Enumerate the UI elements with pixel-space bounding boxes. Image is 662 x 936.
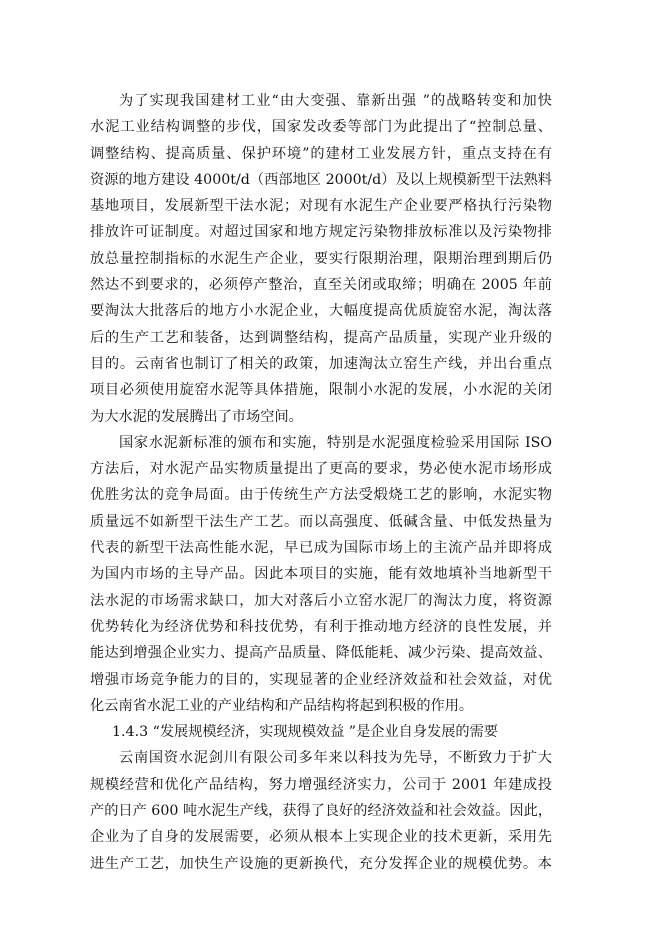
text-line: 质量远不如新型干法生产工艺。而以高强度、低碱含量、中低发热量为 bbox=[90, 513, 552, 530]
paragraph-policy bbox=[90, 88, 552, 430]
text-line: 能达到增强企业实力、提高产品质量、降低能耗、减少污染、提高效益、 bbox=[90, 645, 552, 662]
text-line: 优胜劣汰的竞争局面。由于传统生产方法受煅烧工艺的影响，水泥实物 bbox=[90, 487, 552, 504]
text-line: 方法后，对水泥产品实物质量提出了更高的要求，势必使水泥市场形成 bbox=[90, 461, 552, 478]
text-line: 项目必须使用旋窑水泥等具体措施，限制小水泥的发展，小水泥的关闭 bbox=[90, 382, 552, 399]
text-line: 然达不到要求的，必须停产整治，直至关闭或取缔；明确在 2005 年前 bbox=[90, 277, 552, 294]
text-line: 法水泥的市场需求缺口，加大对落后小立窑水泥厂的淘汰力度，将资源 bbox=[90, 592, 552, 609]
text-line: 代表的新型干法高性能水泥，早已成为国际市场上的主流产品并即将成 bbox=[90, 540, 552, 557]
text-line: 后的生产工艺和装备，达到调整结构，提高产品质量，实现产业升级的 bbox=[90, 329, 552, 346]
text-line: 云南国资水泥剑川有限公司多年来以科技为先导，不断致力于扩大 bbox=[119, 750, 552, 767]
text-line: 基地项目，发展新型干法水泥；对现有水泥生产企业要严格执行污染物 bbox=[90, 198, 552, 215]
text-line: 放总量控制指标的水泥生产企业，要实行限期治理，限期治理到期后仍 bbox=[90, 250, 552, 267]
text-line: 进生产工艺，加快生产设施的更新换代，充分发挥企业的规模优势。本 bbox=[90, 855, 552, 872]
paragraph-company bbox=[90, 745, 552, 876]
text-line: 规模经营和优化产品结构，努力增强经济实力，公司于 2001 年建成投 bbox=[90, 776, 552, 793]
text-line: 水泥工业结构调整的步伐，国家发改委等部门为此提出了“控制总量、 bbox=[90, 119, 552, 136]
text-line: 优势转化为经济优势和科技优势，有利于推动地方经济的良性发展，并 bbox=[90, 618, 552, 635]
text-line: 增强市场竞争能力的目的，实现显著的企业经济效益和社会效益，对优 bbox=[90, 671, 552, 688]
text-line: 为了实现我国建材工业“由大变强、靠新出强 ”的战略转变和加快 bbox=[119, 93, 552, 109]
text-line: 排放许可证制度。对超过国家和地方规定污染物排放标准以及污染物排 bbox=[90, 224, 552, 241]
text-line: 资源的地方建设 4000t/d（西部地区 2000t/d）及以上规模新型干法熟料 bbox=[90, 171, 552, 188]
paragraph-standard bbox=[90, 430, 552, 719]
text-line: 为大水泥的发展腾出了市场空间。 bbox=[90, 408, 303, 425]
section-heading: 1.4.3 “发展规模经济，实现规模效益 ”是企业自身发展的需要 bbox=[112, 724, 498, 741]
text-line: 化云南省水泥工业的产业结构和产品结构将起到积极的作用。 bbox=[90, 697, 474, 714]
text-line: 企业为了自身的发展需要，必须从根本上实现企业的技术更新，采用先 bbox=[90, 829, 552, 846]
text-line: 目的。云南省也制订了相关的政策，加速淘汰立窑生产线，并出台重点 bbox=[90, 355, 552, 372]
text-line: 产的日产 600 吨水泥生产线，获得了良好的经济效益和社会效益。因此， bbox=[90, 803, 552, 820]
text-line: 调整结构、提高质量、保护环境”的建材工业发展方针，重点支持在有 bbox=[90, 145, 552, 162]
document-body bbox=[90, 88, 552, 877]
text-line: 要淘汰大批落后的地方小水泥企业，大幅度提高优质旋窑水泥，淘汰落 bbox=[90, 303, 552, 320]
text-line: 为国内市场的主导产品。因此本项目的实施，能有效地填补当地新型干 bbox=[90, 566, 552, 583]
text-line: 国家水泥新标准的颁布和实施，特别是水泥强度检验采用国际 ISO bbox=[119, 434, 552, 451]
